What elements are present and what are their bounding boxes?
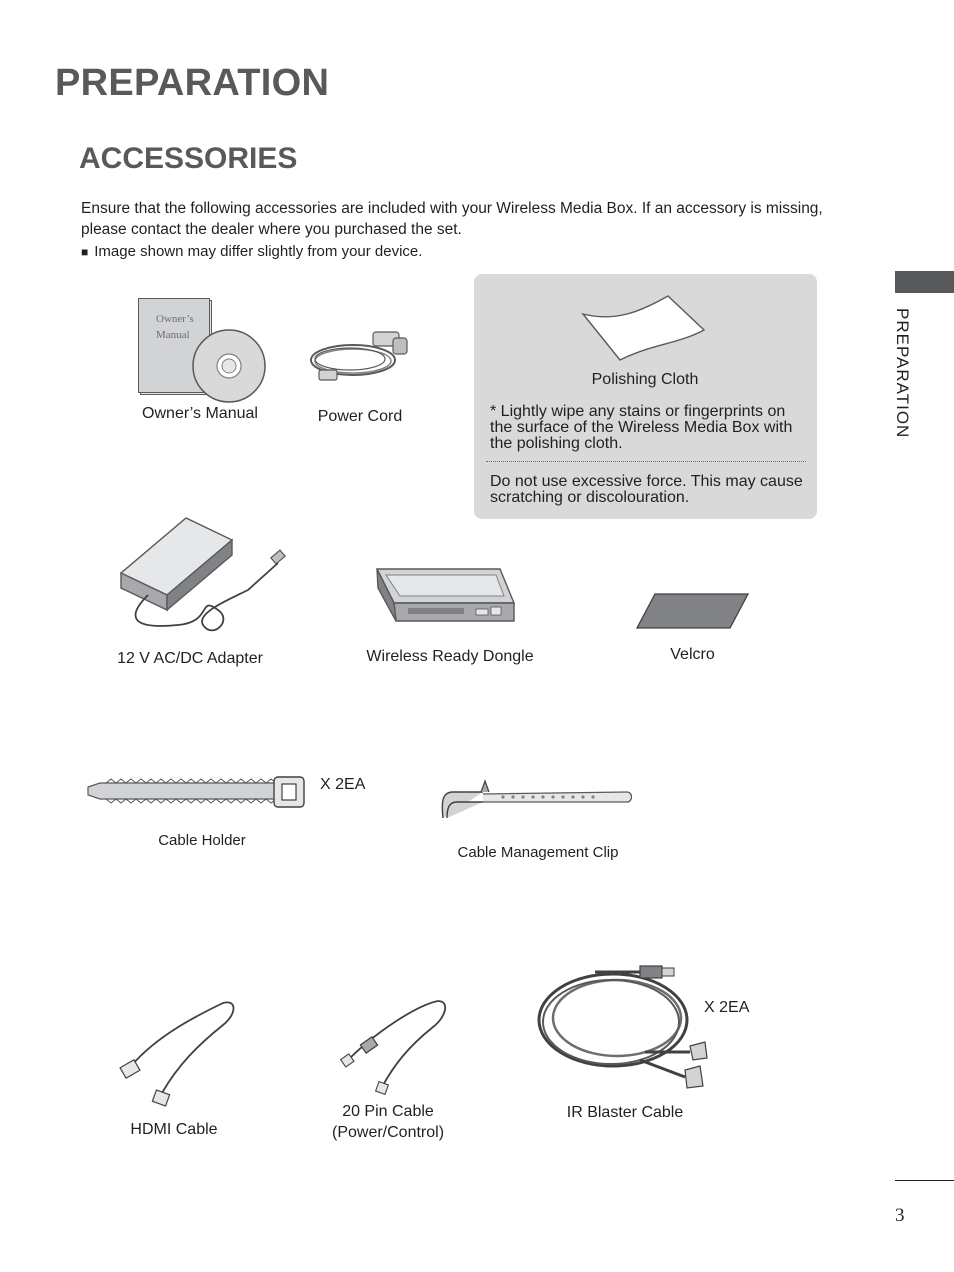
- dongle-icon: [372, 566, 517, 626]
- intro-text: Ensure that the following accessories are included with your Wireless Media Box. If an accessory is missing, please contact the dealer where you purchased the set.: [81, 200, 823, 238]
- page-number: 3: [895, 1205, 905, 1226]
- hdmi-cable-icon: [118, 995, 238, 1110]
- cable-holder-icon: [86, 775, 311, 809]
- note-text: Image shown may differ slightly from your device.: [94, 243, 423, 260]
- dongle-label: Wireless Ready Dongle: [366, 648, 534, 665]
- side-tab-label: PREPARATION: [893, 308, 912, 439]
- owners-manual-illustration: [138, 298, 268, 400]
- page-title: PREPARATION: [55, 62, 330, 104]
- hdmi-cable-label: HDMI Cable: [130, 1121, 218, 1138]
- pin-cable-label-line2: (Power/Control): [331, 1124, 445, 1141]
- owners-manual-label: Owner’s Manual: [142, 405, 258, 422]
- polishing-cloth-label: Polishing Cloth: [591, 371, 699, 388]
- cd-disc-icon: [138, 298, 268, 400]
- cable-holder-label: Cable Holder: [158, 832, 246, 849]
- manual-cover-line1: Owner’s: [156, 313, 194, 325]
- section-title: ACCESSORIES: [79, 142, 298, 175]
- ir-cable-label: IR Blaster Cable: [566, 1104, 684, 1121]
- cloth-divider: [486, 461, 806, 462]
- cable-clip-label: Cable Management Clip: [457, 844, 619, 861]
- page-number-rule: [895, 1180, 954, 1181]
- power-cord-icon: [303, 330, 413, 390]
- side-tab-marker: [895, 271, 954, 293]
- power-cord-label: Power Cord: [317, 408, 403, 425]
- pin-cable-label-line1: 20 Pin Cable: [342, 1103, 434, 1120]
- polishing-cloth-icon: [580, 292, 710, 364]
- cable-clip-icon: [435, 778, 635, 823]
- cloth-note-wipe: * Lightly wipe any stains or fingerprints on the surface of the Wireless Media Box with the polishing cloth.: [490, 403, 793, 452]
- cable-holder-qty: X 2EA: [320, 776, 366, 793]
- cloth-note-force: Do not use excessive force. This may cause scratching or discolouration.: [490, 473, 803, 506]
- ir-blaster-cable-icon: [535, 962, 715, 1092]
- note-bullet: ■: [81, 245, 89, 259]
- adapter-icon: [118, 515, 288, 640]
- ir-cable-qty: X 2EA: [704, 999, 750, 1016]
- manual-cover-line2: Manual: [156, 329, 190, 341]
- adapter-label: 12 V AC/DC Adapter: [117, 650, 263, 667]
- velcro-icon: [635, 592, 750, 630]
- velcro-label: Velcro: [670, 646, 715, 663]
- image-note: [81, 243, 422, 260]
- pin-cable-icon: [338, 995, 448, 1100]
